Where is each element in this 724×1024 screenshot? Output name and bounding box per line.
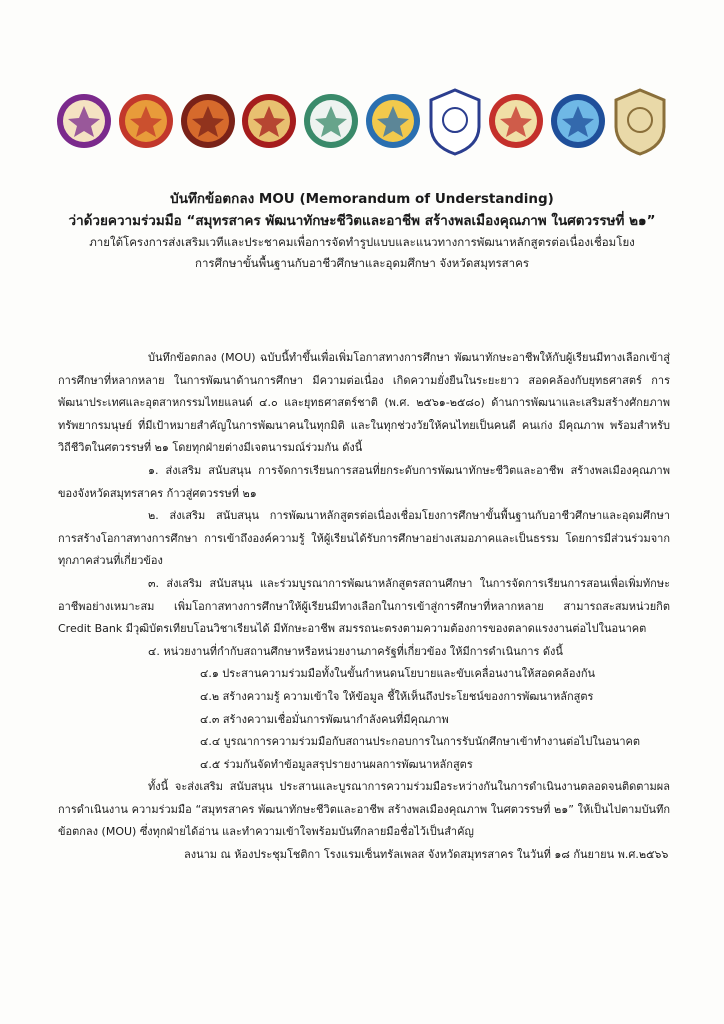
signing-location: ลงนาม ณ ห้องประชุมโชติกา โรงแรมเซ็นทรัลเพลส จังหวัดสมุทรสาคร ในวันที่ ๑๘ กันยายน พ.ศ.๒๕๖๖ — [184, 848, 669, 862]
sub-item: ๔.๔ บูรณาการความร่วมมือกับสถานประกอบการในการรับนักศึกษาเข้าทำงานต่อไปในอนาคต — [200, 735, 641, 749]
partner-logo-row — [54, 84, 670, 158]
document-header — [40, 188, 684, 274]
clause-3: ๓. ส่งเสริม สนับสนุน และร่วมบูรณาการพัฒนาหลักสูตรสถานศึกษา ในการจัดการเรียนการสอนเพื่อเพิ่มทักษะอาชีพอย่างเหมาะสม เพิ่มโอกาสทางการศึกษาให้ผู้เรียนมีทางเลือกในการเข้าสู่การศึกษาที่หลากหลาย สามารถสะสมหน่วยกิต Credit Bank มีวุฒิบัตรเทียบโอนวิชาเรียนได้ มีทักษะอาชีพ สมรรถนะตรงตามความต้องการของตลาดแรงงานต่อไปในอนาคต — [58, 576, 670, 636]
moe-seal-logo-icon — [54, 86, 114, 156]
sub-item: ๔.๒ สร้างความรู้ ความเข้าใจ ให้ข้อมูล ชี้ให้เห็นถึงประโยชน์ของการพัฒนาหลักสูตร — [200, 689, 594, 703]
sub-item: ๔.๓ สร้างความเชื่อมั่นการพัฒนากำลังคนที่มีคุณภาพ — [200, 712, 449, 726]
clause-4-sub-list — [58, 663, 670, 776]
sailboat-seal-logo-icon — [548, 86, 608, 156]
clause-2: ๒. ส่งเสริม สนับสนุน การพัฒนาหลักสูตรต่อเนื่องเชื่อมโยงการศึกษาขั้นพื้นฐานกับอาชีวศึกษาและอุดมศึกษา การสร้างโอกาสทางการศึกษา การเข้าถึงองค์ความรู้ ให้ผู้เรียนได้รับการศึกษาอย่างเสมอภาคและเป็นธรรม โดยการมีส่วนร่วมจากทุกภาคส่วนที่เกี่ยวข้อง — [58, 509, 670, 568]
document-subtitle-line2: การศึกษาขั้นพื้นฐานกับอาชีวศึกษาและอุดมศึกษา จังหวัดสมุทรสาคร — [194, 256, 530, 270]
university-elephant-logo-icon — [425, 86, 485, 156]
sakhon-seal-logo-icon — [301, 86, 361, 156]
sub-item: ๔.๑ ประสานความร่วมมือทั้งในขั้นกำหนดนโยบายและขับเคลื่อนงานให้สอดคล้องกัน — [200, 667, 596, 681]
clause-1: ๑. ส่งเสริม สนับสนุน การจัดการเรียนการสอนที่ยกระดับการพัฒนาทักษะชีวิตและอาชีพ สร้างพลเมืองคุณภาพของจังหวัดสมุทรสาคร ก้าวสู่ศตวรรษที่ ๒๑ — [58, 463, 670, 500]
document-title: บันทึกข้อตกลง MOU (Memorandum of Understanding) — [170, 191, 554, 207]
document-subtitle-line1: ภายใต้โครงการส่งเสริมเวทีและประชาคมเพื่อการจัดทำรูปแบบและแนวทางการพัฒนาหลักสูตรต่อเนื่องเชื่อมโยง — [89, 235, 635, 249]
closing-paragraph: ทั้งนี้ จะส่งเสริม สนับสนุน ประสานและบูรณาการความร่วมมือระหว่างกันในการดำเนินงานตลอดจนติดตามผลการดำเนินงาน ความร่วมมือ “สมุทรสาคร พัฒนาทักษะชีวิตและอาชีพ สร้างพลเมืองคุณภาพ ในศตวรรษที่ ๒๑” ให้เป็นไปตามบันทึกข้อตกลง (MOU) ซึ่งทุกฝ่ายได้อ่าน และทำความเข้าใจพร้อมบันทึกลายมือชื่อไว้เป็นสำคัญ — [58, 780, 670, 839]
sub-item: ๔.๕ ร่วมกันจัดทำข้อมูลสรุปรายงานผลการพัฒนาหลักสูตร — [200, 757, 473, 771]
clause-4: ๔. หน่วยงานที่กำกับสถานศึกษาหรือหน่วยงานภาครัฐที่เกี่ยวข้อง ให้มีการดำเนินการ ดังนี้ — [148, 644, 563, 658]
vec-wheel-logo-icon — [178, 86, 238, 156]
intro-paragraph: บันทึกข้อตกลง (MOU) ฉบับนี้ทำขึ้นเพื่อเพิ่มโอกาสทางการศึกษา พัฒนาทักษะอาชีพให้กับผู้เรียนมีทางเลือกเข้าสู่การศึกษาที่หลากหลาย ในการพัฒนาด้านการศึกษา มีความต่อเนื่อง เกิดความยั่งยืนในระยะยาว สอดคล้องกับยุทธศาสตร์ การพัฒนาประเทศและอุตสาหกรรมไทยแลนด์ ๔.๐ และยุทธศาสตร์ชาติ (พ.ศ. ๒๕๖๑-๒๕๘๐) ด้านการพัฒนาและเสริมสร้างศักยภาพทรัพยากรมนุษย์ ที่มีเป้าหมายสำคัญในการพัฒนาคนในทุกมิติ และในทุกช่วงวัยให้คนไทยเป็นคนดี คนเก่ง มีคุณภาพ พร้อมสำหรับวิถีชีวิตในศตวรรษที่ ๒๑ โดยทุกฝ่ายต่างมีเจตนารมณ์ร่วมกัน ดังนี้ — [58, 351, 670, 455]
dsd-emblem-logo-icon — [610, 86, 670, 156]
ovec-emblem-logo-icon — [116, 86, 176, 156]
document-body — [58, 347, 670, 867]
rajabhat-emblem-logo-icon — [486, 86, 546, 156]
document-subject: ว่าด้วยความร่วมมือ “สมุทรสาคร พัฒนาทักษะชีวิตและอาชีพ สร้างพลเมืองคุณภาพ ในศตวรรษที่ ๒๑” — [68, 213, 656, 229]
provincial-figure-logo-icon — [363, 86, 423, 156]
royal-crest-logo-icon — [239, 86, 299, 156]
